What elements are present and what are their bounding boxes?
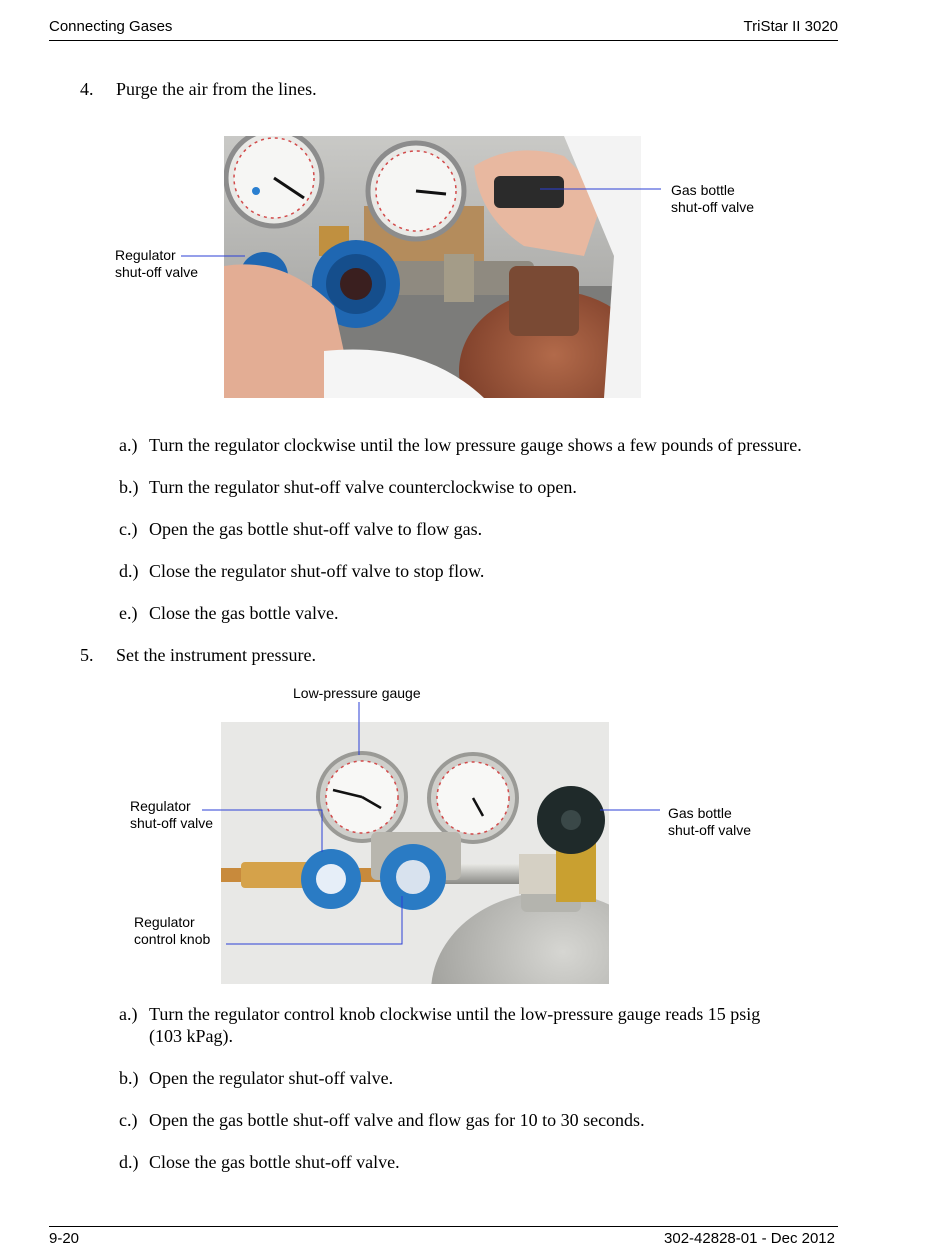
running-header-right: TriStar II 3020 [743,18,838,35]
substep-letter: a.) [119,435,138,455]
document-number: 302-42828-01 - Dec 2012 [664,1230,835,1247]
substep-text: Open the gas bottle shut-off valve to flow gas. [149,519,483,539]
callout-low-pressure-gauge: Low-pressure gauge [293,685,421,701]
callout-regulator-control-knob: Regulator control knob [134,914,211,947]
substep-text: Open the regulator shut-off valve. [149,1068,394,1088]
running-header-left: Connecting Gases [49,18,173,35]
substep-text: Open the gas bottle shut-off valve and flow gas for 10 to 30 seconds. [149,1110,645,1130]
substep-letter: b.) [119,477,139,497]
step-text: Purge the air from the lines. [116,79,317,99]
substep-letter: e.) [119,603,138,623]
step-number: 5. [80,645,94,665]
substep-text: Close the gas bottle valve. [149,603,339,623]
substep-letter: d.) [119,561,139,581]
page-number: 9-20 [49,1230,80,1247]
substep-text: Turn the regulator control knob clockwise until the low-pressure gauge reads 15 psig [149,1004,761,1024]
substep-letter: b.) [119,1068,139,1088]
step-number: 4. [80,79,94,99]
callout-regulator-shutoff: Regulator shut-off valve [115,247,199,280]
callout-regulator-shutoff: Regulator shut-off valve [130,798,214,831]
substep-letter: d.) [119,1152,139,1172]
callout-gas-bottle-shutoff: Gas bottle shut-off valve [668,805,752,838]
substep-text: Close the gas bottle shut-off valve. [149,1152,400,1172]
substep-letter: c.) [119,519,138,539]
substep-letter: c.) [119,1110,138,1130]
step-text: Set the instrument pressure. [116,645,316,665]
substep-text: Turn the regulator shut-off valve counterclockwise to open. [149,477,577,497]
substep-letter: a.) [119,1004,138,1024]
substep-text: Close the regulator shut-off valve to stop flow. [149,561,485,581]
callout-gas-bottle-shutoff: Gas bottle shut-off valve [671,182,755,215]
substep-text-continued: (103 kPag). [149,1026,233,1046]
substep-text: Turn the regulator clockwise until the low pressure gauge shows a few pounds of pressure. [149,435,802,455]
footer-rule [49,1226,838,1227]
